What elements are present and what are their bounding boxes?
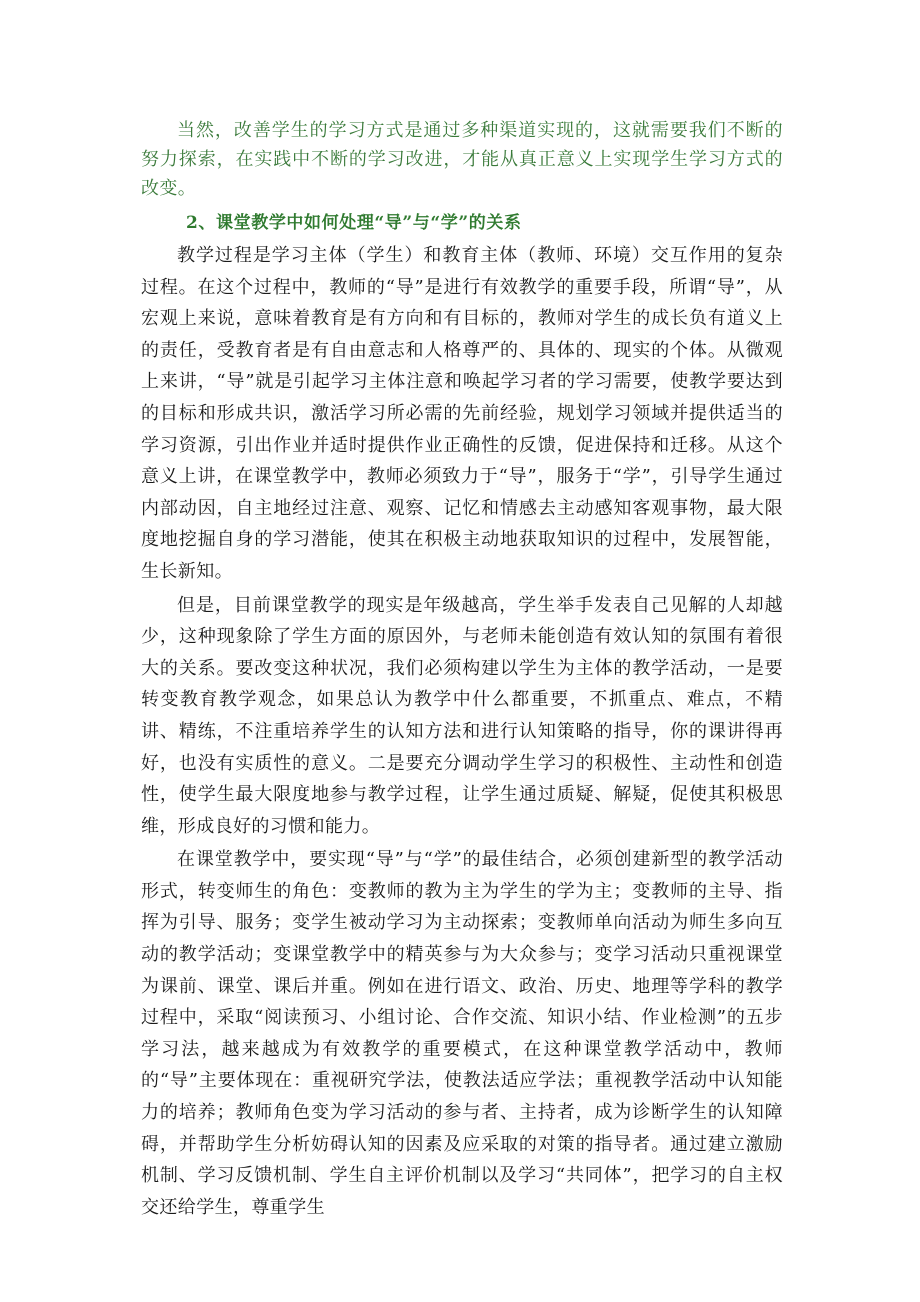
body-paragraph: 在课堂教学中，要实现“导”与“学”的最佳结合，必须创建新型的教学活动形式，转变师生的角色：变教师的教为主为学生的学为主；变教师的主导、指挥为引导、服务；变学生被动学习为主动探索；变教师单向活动为师生多向互动的教学活动；变课堂教学中的精英参与为大众参与；变学习活动只重视课堂为课前、课堂、课后并重。例如在进行语文、政治、历史、地理等学科的教学过程中，采取“阅读预习、小组讨论、合作交流、知识小结、作业检测”的五步学习法，越来越成为有效教学的重要模式，在这种课堂教学活动中，教师的“导”主要体现在：重视研究学法，使教法适应学法；重视教学活动中认知能力的培养；教师角色变为学习活动的参与者、主持者，成为诊断学生的认知障碍，并帮助学生分析妨碍认知的因素及应采取的对策的指导者。通过建立激励机制、学习反馈机制、学生自主评价机制以及学习“共同体”，把学习的自主权交还给学生，尊重学生 (141, 849, 783, 1218)
intro-paragraph: 当然，改善学生的学习方式是通过多种渠道实现的，这就需要我们不断的努力探索，在实践中不断的学习改进，才能从真正意义上实现学生学习方式的改变。 (141, 120, 783, 199)
document-page (141, 116, 783, 1223)
body-paragraph: 教学过程是学习主体（学生）和教育主体（教师、环境）交互作用的复杂过程。在这个过程中，教师的“导”是进行有效教学的重要手段，所谓“导”，从宏观上来说，意味着教育是有方向和有目标的，教师对学生的成长负有道义上的责任，受教育者是有自由意志和人格尊严的、具体的、现实的个体。从微观上来讲，“导”就是引起学习主体注意和唤起学习者的学习需要，使教学要达到的目标和形成共识，激活学习所必需的先前经验，规划学习领域并提供适当的学习资源，引出作业并适时提供作业正确性的反馈，促进保持和迁移。从这个意义上讲，在课堂教学中，教师必须致力于“导”，服务于“学”，引导学生通过内部动因，自主地经过注意、观察、记忆和情感去主动感知客观事物，最大限度地挖掘自身的学习潜能，使其在积极主动地获取知识的过程中，发展智能，生长新知。 (141, 245, 783, 582)
body-paragraph: 但是，目前课堂教学的现实是年级越高，学生举手发表自己见解的人却越少，这种现象除了学生方面的原因外，与老师未能创造有效认知的氛围有着很大的关系。要改变这种状况，我们必须构建以学生为主体的教学活动，一是要转变教育教学观念，如果总认为教学中什么都重要，不抓重点、难点，不精讲、精练，不注重培养学生的认知方法和进行认知策略的指导，你的课讲得再好，也没有实质性的意义。二是要充分调动学生学习的积极性、主动性和创造性，使学生最大限度地参与教学过程，让学生通过质疑、解疑，促使其积极思维，形成良好的习惯和能力。 (141, 594, 783, 837)
section-heading: 2、课堂教学中如何处理“导”与“学”的关系 (186, 213, 522, 233)
